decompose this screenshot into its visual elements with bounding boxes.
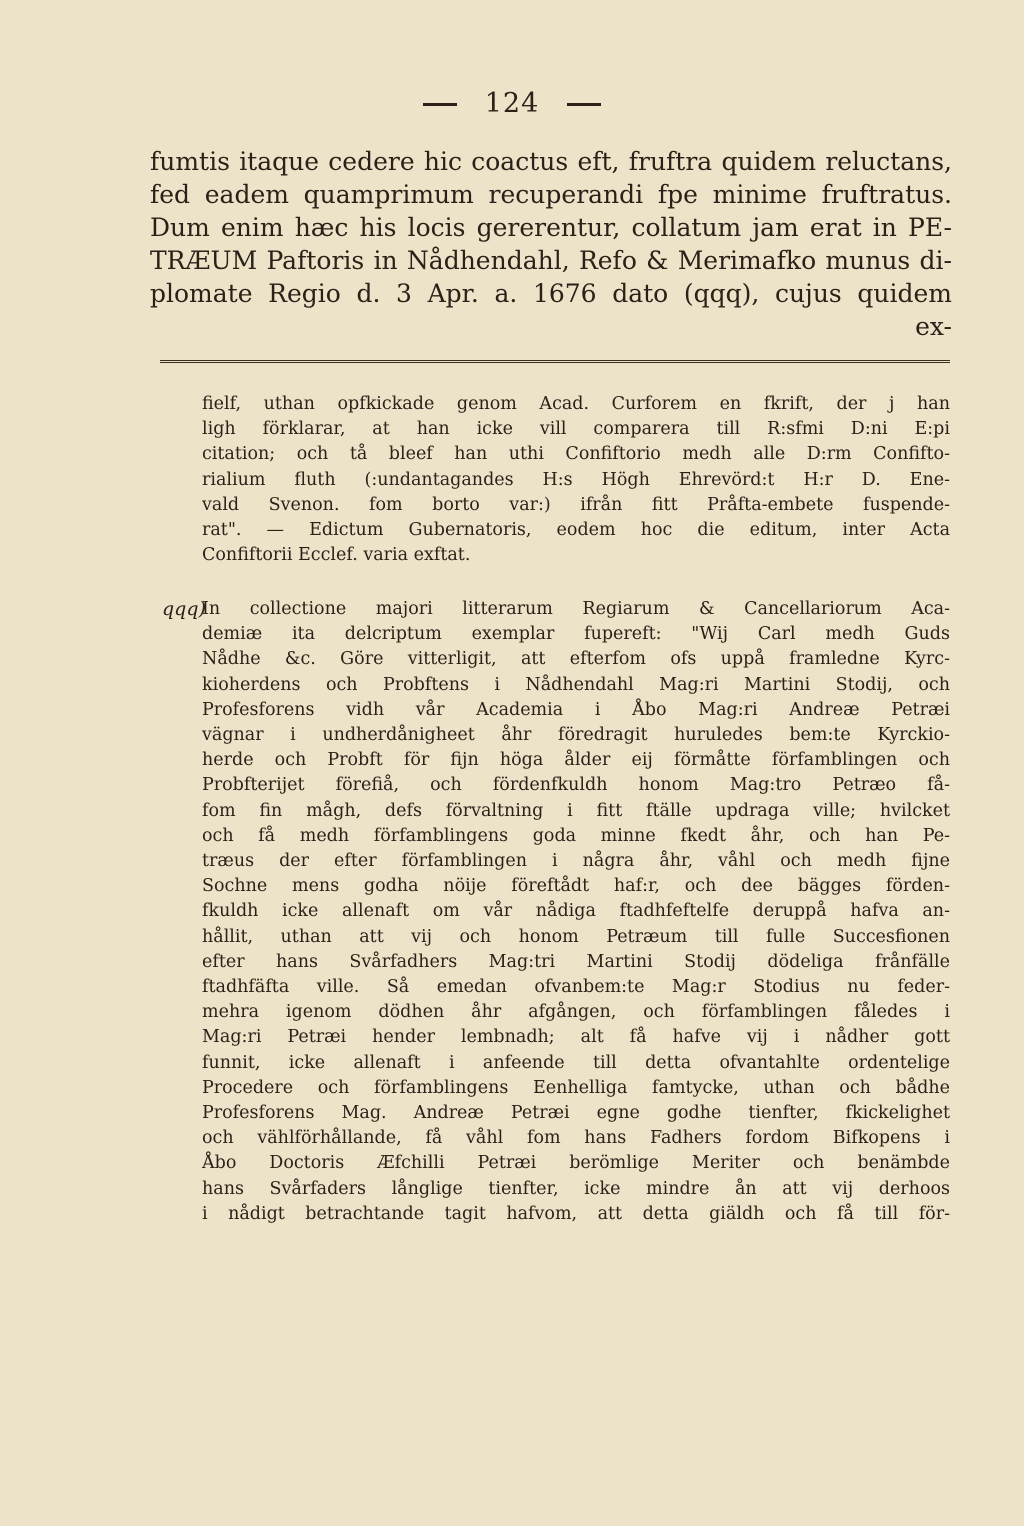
footnote-line: hans Svårfaders långlige tienfter, icke mindre ån att vij derhoos [202, 1178, 950, 1199]
footnote-line: Sochne mens godha nöije föreftådt haf:r, och dee bägges förden- [202, 876, 950, 897]
footnote-line: Profesforens Mag. Andreæ Petræi egne godhe tienfter, fkickelighet [202, 1103, 950, 1124]
footnote-line: fielf, uthan opfkickade genom Acad. Curforem en fkrift, der j han [202, 394, 950, 414]
footnote-qqq [162, 597, 950, 1227]
header-dash-left [423, 103, 457, 106]
footnote-line: kioherdens och Probftens i Nådhendahl Mag:ri Martini Stodij, och [202, 674, 950, 695]
main-text-line: fed eadem quamprimum recuperandi fpe minime fruftratus. [150, 180, 952, 209]
page-number: 124 [484, 88, 540, 119]
footnote-line: i nådigt betrachtande tagit hafvom, att detta giäldh och få till för- [202, 1203, 950, 1224]
footnote-separator-rule [160, 360, 950, 363]
footnote-line: fom fin mågh, defs förvaltning i fitt ftälle updraga ville; hvilcket [202, 800, 950, 821]
main-text-line: fumtis itaque cedere hic coactus eft, fruftra quidem reluctans, [150, 147, 952, 176]
footnote-line: Nådhe &c. Göre vitterligit, att efterfom ofs uppå framledne Kyrc- [202, 649, 950, 670]
footnote-line: vald Svenon. fom borto var:) ifrån fitt Pråfta-embete fuspende- [202, 494, 950, 515]
footnote-line: ftadhfäfta ville. Så emedan ofvanbem:te Mag:r Stodius nu feder- [202, 977, 950, 998]
header-dash-right [567, 103, 601, 106]
footnote-line: och få medh förfamblingens goda minne fkedt åhr, och han Pe- [202, 825, 950, 846]
footnote-line: rialium fluth (:undantagandes H:s Högh Ehrevörd:t H:r D. Ene- [202, 469, 950, 490]
footnote-line: In collectione majori litterarum Regiarum & Cancellariorum Aca- [202, 599, 950, 619]
footnote-continuation [202, 392, 950, 568]
footnote-line: och vählförhållande, få våhl fom hans Fadhers fordom Bifkopens i [202, 1128, 950, 1149]
footnote-line: efter hans Svårfadhers Mag:tri Martini Stodij dödeliga frånfälle [202, 951, 950, 972]
footnote-line: træus der efter förfamblingen i några åhr, våhl och medh fijne [202, 851, 950, 872]
footnote-line: mehra igenom dödhen åhr afgången, och förfamblingen fåledes i [202, 1002, 950, 1023]
footnote-line: demiæ ita delcriptum exemplar fupereft: "Wij Carl medh Guds [202, 624, 950, 645]
main-text [150, 145, 952, 343]
footnote-line: Profesforens vidh vår Academia i Åbo Mag:ri Andreæ Petræi [202, 699, 950, 720]
catchword: ex- [915, 312, 952, 341]
footnote-line: Mag:ri Petræi hender lembnadh; alt få hafve vij i nådher gott [202, 1027, 950, 1048]
footnote-line: Procedere och förfamblingens Eenhelliga famtycke, uthan och bådhe [202, 1077, 950, 1098]
footnote-line: hållit, uthan att vij och honom Petræum till fulle Succesfionen [202, 926, 950, 947]
main-text-line: Dum enim hæc his locis gererentur, collatum jam erat in PE- [150, 213, 952, 242]
page-header [0, 88, 1024, 119]
footnote-line: Probfterijet förefiå, och fördenfkuldh honom Mag:tro Petræo få- [202, 775, 950, 796]
footnote-line: Confiftorii Ecclef. varia exftat. [202, 545, 471, 566]
main-text-line: plomate Regio d. 3 Apr. a. 1676 dato (qqq), cujus quidem [150, 279, 952, 308]
footnote-line: rat". — Edictum Gubernatoris, eodem hoc die editum, inter Acta [202, 520, 950, 541]
footnote-line: vägnar i undherdånigheet åhr föredragit huruledes bem:te Kyrckio- [202, 725, 950, 746]
footnote-line: ligh förklarar, at han icke vill comparera till R:sfmi D:ni E:pi [202, 419, 950, 440]
footnote-line: funnit, icke allenaft i anfeende till detta ofvantahlte ordentelige [202, 1052, 950, 1073]
footnote-marker: qqq) [162, 598, 206, 620]
footnote-line: fkuldh icke allenaft om vår nådiga ftadhfeftelfe deruppå hafva an- [202, 901, 950, 922]
footnote-line: herde och Probft för fijn höga ålder eij förmåtte förfamblingen och [202, 750, 950, 771]
main-text-line: TRÆUM Paftoris in Nådhendahl, Refo & Merimafko munus di- [150, 246, 952, 275]
footnote-line: citation; och tå bleef han uthi Confiftorio medh alle D:rm Confifto- [202, 444, 950, 465]
footnote-line: Åbo Doctoris Æfchilli Petræi berömlige Meriter och benämbde [202, 1153, 950, 1174]
